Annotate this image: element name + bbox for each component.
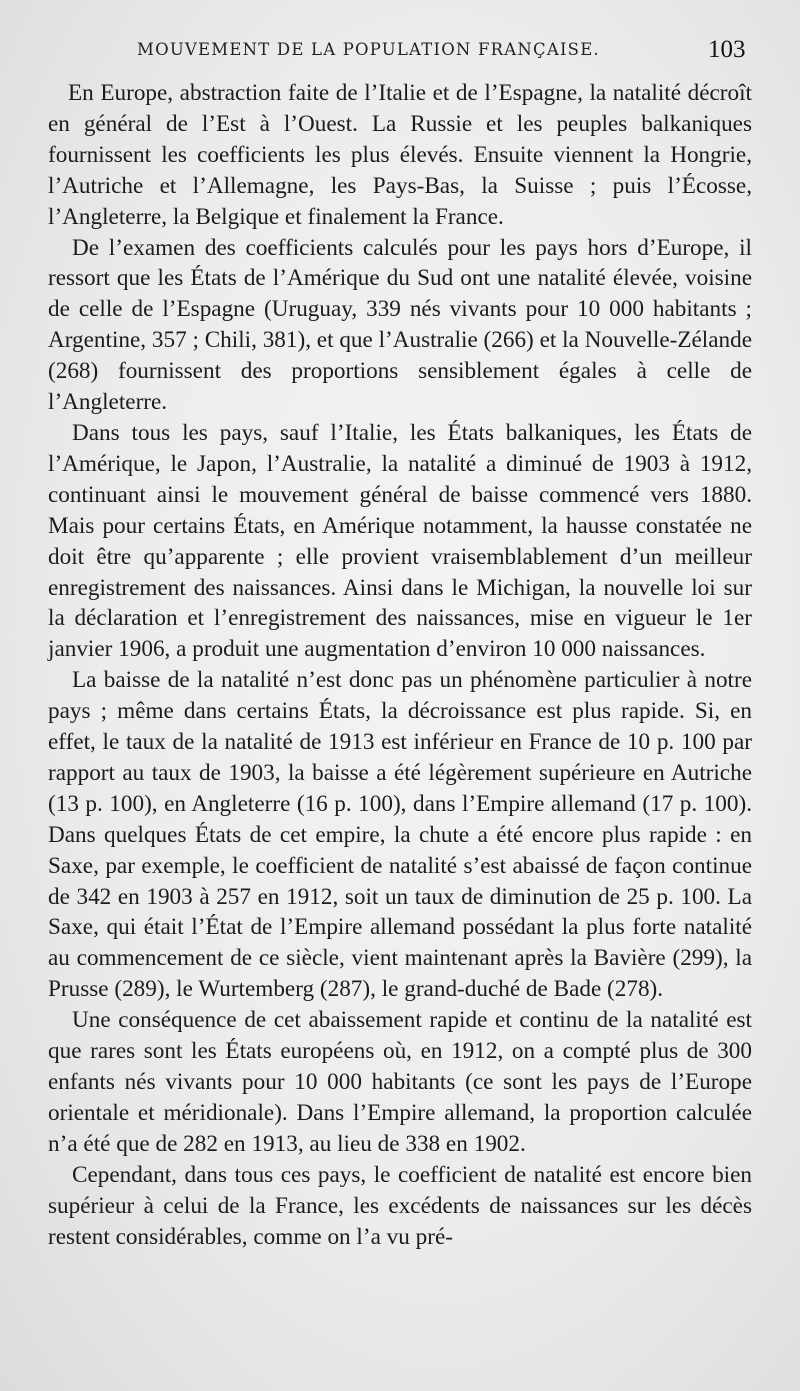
page-number: 103 bbox=[708, 36, 746, 63]
running-title: MOUVEMENT DE LA POPULATION FRANÇAISE. bbox=[137, 40, 600, 59]
paragraph-outside-europe: De l’examen des coefficients calculés pour les pays hors d’Europe, il ressort que les États de l’Amérique du Sud ont une natalité élevée, voisine de celle de l’Espagne (Uruguay, 339 nés vivants pour 10 000 habitants ; Argentine, 357 ; Chili, 381), et que l’Australie (266) et la Nouvelle-Zélande (268) fournissent des proportions sensiblement égales à celle de l’Angleterre. bbox=[48, 234, 753, 416]
body-text bbox=[48, 78, 752, 1252]
page-header bbox=[0, 36, 800, 70]
paragraph-not-particular-to-france: La baisse de la natalité n’est donc pas un phénomène particulier à notre pays ; même dans certains États, la décroissance est plus rapide. Si, en effet, le taux de la natalité de 1913 est inférieur en France de 10 p. 100 par rapport au taux de 1903, la baisse a été légèrement supérieure en Autriche (13 p. 100), en Angleterre (16 p. 100), dans l’Empire allemand (17 p. 100). Dans quelques États de cet empire, la chute a été encore plus rapide : en Saxe, par exemple, le coefficient de natalité s’est abaissé de façon continue de 342 en 1903 à 257 en 1912, soit un taux de diminution de 25 p. 100. La Saxe, qui était l’État de l’Empire allemand possédant la plus forte natalité au commencement de ce siècle, vient maintenant après la Bavière (299), la Prusse (289), le Wurtemberg (287), le grand-duché de Bade (278). bbox=[48, 667, 752, 1003]
paragraph-europe-natality: En Europe, abstraction faite de l’Italie et de l’Espagne, la natalité décroît en général de l’Est à l’Ouest. La Russie et les peuples balkaniques fournissent les coefficients les plus élevés. Ensuite viennent la Hongrie, l’Autriche et l’Allemagne, les Pays-Bas, la Suisse ; puis l’Écosse, l’Angleterre, la Belgique et finalement la France. bbox=[48, 80, 752, 230]
paragraph-consequence: Une conséquence de cet abaissement rapide et continu de la natalité est que rares sont les États européens où, en 1912, on a compté plus de 300 enfants nés vivants pour 10 000 habitants (ce sont les pays de l’Europe orientale et méridionale). Dans l’Empire allemand, la proportion calculée n’a été que de 282 en 1913, au lieu de 338 en 1902. bbox=[48, 1007, 752, 1157]
paragraph-however: Cependant, dans tous ces pays, le coefficient de natalité est encore bien supérieur à celui de la France, les excédents de naissances sur les décès restent considérables, comme on l’a vu pré- bbox=[48, 1161, 752, 1250]
paragraph-natality-decline: Dans tous les pays, sauf l’Italie, les États balkaniques, les États de l’Amérique, le Japon, l’Australie, la natalité a diminué de 1903 à 1912, continuant ainsi le mouvement général de baisse commencé vers 1880. Mais pour certains États, en Amérique notamment, la hausse constatée ne doit être qu’apparente ; elle provient vraisemblablement d’un meilleur enregistrement des naissances. Ainsi dans le Michigan, la nouvelle loi sur la déclaration et l’enregistrement des naissances, mise en vigueur le 1er janvier 1906, a produit une augmentation d’environ 10 000 naissances. bbox=[48, 419, 752, 663]
